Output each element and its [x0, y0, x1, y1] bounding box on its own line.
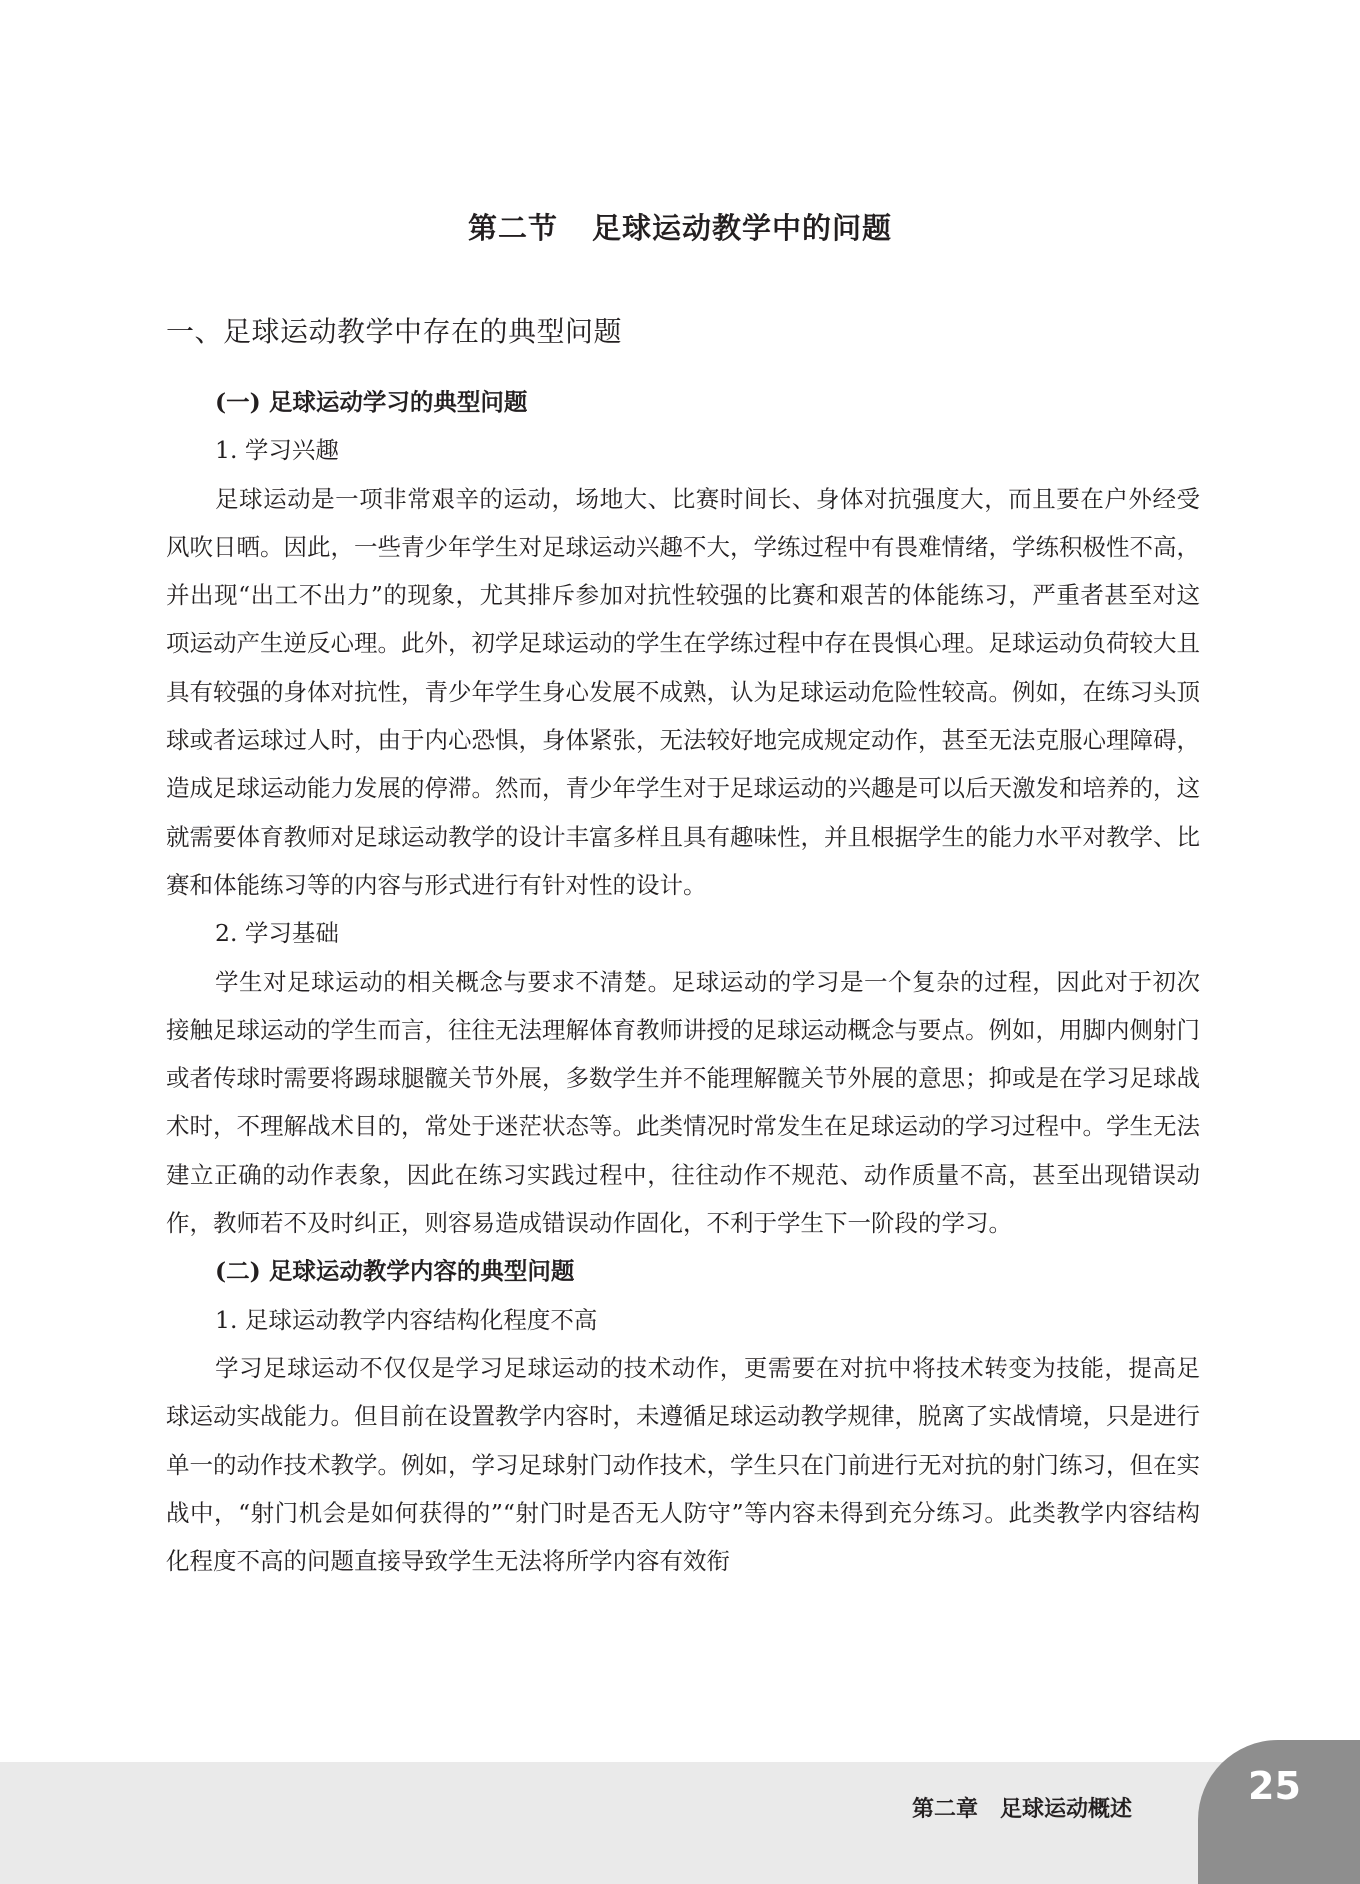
subsection-1-2-title: 2. 学习基础 — [215, 919, 339, 948]
footer-band — [0, 1762, 1360, 1884]
subheading-1: (一) 足球运动学习的典型问题 — [215, 388, 528, 416]
paragraph: 学习足球运动不仅仅是学习足球运动的技术动作，更需要在对抗中将技术转变为技能，提高足球运动实战能力。但目前在设置教学内容时，未遵循足球运动教学规律，脱离了实战情境，只是进行单一的动作技术教学。例如，学习足球射门动作技术，学生只在门前进行无对抗的射门练习，但在实战中，“射门机会是如何获得的”“射门时是否无人防守”等内容未得到充分练习。此类教学内容结构化程度不高的问题直接导致学生无法将所学内容有效衔 — [166, 1353, 1200, 1576]
body-content — [166, 378, 1200, 1585]
paragraph: 学生对足球运动的相关概念与要求不清楚。足球运动的学习是一个复杂的过程，因此对于初次接触足球运动的学生而言，往往无法理解体育教师讲授的足球运动概念与要点。例如，用脚内侧射门或者传球时需要将踢球腿髋关节外展，多数学生并不能理解髋关节外展的意思；抑或是在学习足球战术时，不理解战术目的，常处于迷茫状态等。此类情况时常发生在足球运动的学习过程中。学生无法建立正确的动作表象，因此在练习实践过程中，往往动作不规范、动作质量不高，甚至出现错误动作，教师若不及时纠正，则容易造成错误动作固化，不利于学生下一阶段的学习。 — [166, 967, 1200, 1238]
chapter-number: 第二章 — [911, 1797, 978, 1822]
page-number: 25 — [1248, 1764, 1301, 1808]
subsection-1-1-title: 1. 学习兴趣 — [215, 436, 339, 465]
section-title-text: 足球运动教学中的问题 — [592, 211, 893, 245]
chapter-title: 足球运动概述 — [999, 1797, 1132, 1822]
running-footer — [912, 1792, 1132, 1823]
section-number: 第二节 — [467, 211, 558, 245]
section-title — [0, 206, 1360, 247]
page-number-tab — [1198, 1740, 1360, 1884]
subheading-2: (二) 足球运动教学内容的典型问题 — [215, 1257, 575, 1286]
paragraph: 足球运动是一项非常艰辛的运动，场地大、比赛时间长、身体对抗强度大，而且要在户外经受风吹日晒。因此，一些青少年学生对足球运动兴趣不大，学练过程中有畏难情绪，学练积极性不高，并出现“出工不出力”的现象，尤其排斥参加对抗性较强的比赛和艰苦的体能练习，严重者甚至对这项运动产生逆反心理。此外，初学足球运动的学生在学练过程中存在畏惧心理。足球运动负荷较大且具有较强的身体对抗性，青少年学生身心发展不成熟，认为足球运动危险性较高。例如，在练习头顶球或者运球过人时，由于内心恐惧，身体紧张，无法较好地完成规定动作，甚至无法克服心理障碍，造成足球运动能力发展的停滞。然而，青少年学生对于足球运动的兴趣是可以后天激发和培养的，这就需要体育教师对足球运动教学的设计丰富多样且具有趣味性，并且根据学生的能力水平对教学、比赛和体能练习等的内容与形式进行有针对性的设计。 — [166, 484, 1200, 899]
heading-level-1: 一、足球运动教学中存在的典型问题 — [166, 315, 623, 348]
subsection-2-1-title: 1. 足球运动教学内容结构化程度不高 — [215, 1305, 598, 1334]
